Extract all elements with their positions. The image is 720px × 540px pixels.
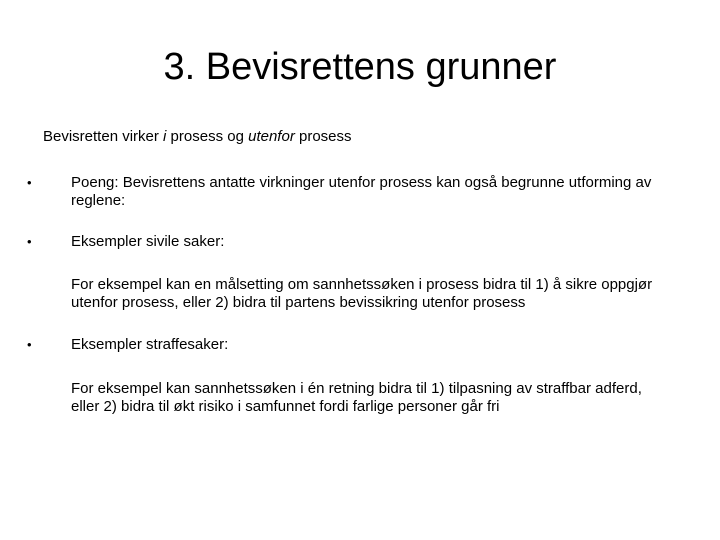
bullet-text: Eksempler straffesaker: [71,336,229,353]
subtitle-text: prosess [294,128,352,145]
bullet-text: Eksempler sivile saker: [71,233,225,250]
bullet-text: Poeng: Bevisrettens antatte virkninger utenfor prosess kan også begrunne utforming av reglene: [71,174,652,209]
bullet-marker: • [27,175,32,190]
bullet-marker: • [27,234,32,249]
slide-title: 3. Bevisrettens grunner [163,46,557,88]
subtitle-italic-i: i [163,128,167,145]
bullet-marker: • [27,337,32,352]
subtitle-text: prosess og [166,128,249,145]
bullet-detail-sivile-saker: For eksempel kan en målsetting om sannhetssøken i prosess bidra til 1) å sikre oppgjør utenfor prosess, eller 2) bidra til partens bevissikring utenfor prosess [71,276,653,311]
subtitle-text: Bevisretten virker [43,128,164,145]
bullet-detail-straffesaker: For eksempel kan sannhetssøken i én retning bidra til 1) tilpasning av straffbar adferd, eller 2) bidra til økt risiko i samfunnet fordi farlige personer går fri [71,380,642,415]
slide-subtitle [43,127,352,147]
subtitle-italic-utenfor: utenfor [248,128,295,145]
